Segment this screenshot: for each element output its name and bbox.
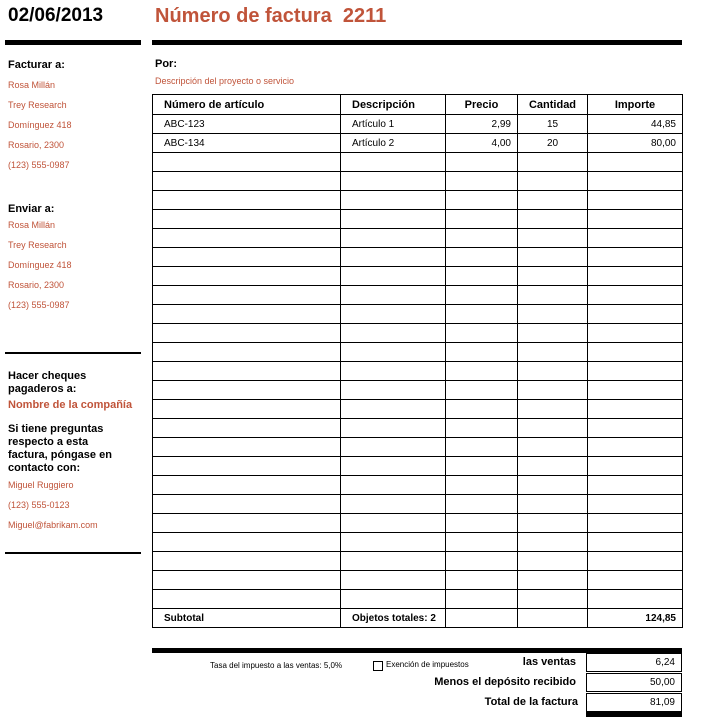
empty-cell[interactable] (588, 476, 683, 495)
col-description: Descripción (341, 95, 446, 115)
empty-cell[interactable] (446, 210, 518, 229)
empty-cell[interactable] (153, 533, 341, 552)
contact-phone: (123) 555-0123 (8, 500, 70, 510)
empty-cell[interactable] (446, 552, 518, 571)
empty-cell[interactable] (341, 229, 446, 248)
contact-heading: Si tiene preguntas respecto a esta factura, póngase en contacto con: (8, 423, 112, 474)
por-label: Por: (155, 58, 177, 70)
empty-cell[interactable] (588, 153, 683, 172)
empty-cell[interactable] (153, 305, 341, 324)
item-amount-cell[interactable]: 44,85 (588, 115, 683, 134)
empty-cell[interactable] (446, 362, 518, 381)
empty-cell[interactable] (153, 248, 341, 267)
empty-cell[interactable] (588, 229, 683, 248)
empty-cell[interactable] (518, 343, 588, 362)
table-row[interactable] (153, 362, 683, 381)
subtotal-row (153, 609, 683, 628)
table-row[interactable] (153, 115, 683, 134)
empty-cell[interactable] (518, 210, 588, 229)
table-row[interactable] (153, 305, 683, 324)
sidebar-divider-2 (5, 552, 141, 554)
empty-cell[interactable] (588, 533, 683, 552)
table-row[interactable] (153, 229, 683, 248)
empty-cell[interactable] (446, 229, 518, 248)
table-row[interactable] (153, 552, 683, 571)
empty-cell[interactable] (341, 381, 446, 400)
empty-cell[interactable] (153, 172, 341, 191)
invoice-date: 02/06/2013 (8, 5, 104, 26)
empty-cell[interactable] (446, 381, 518, 400)
empty-cell[interactable] (446, 191, 518, 210)
empty-cell[interactable] (588, 267, 683, 286)
deposit-label: Menos el depósito recibido (434, 676, 576, 688)
table-row[interactable] (153, 343, 683, 362)
empty-cell[interactable] (588, 305, 683, 324)
empty-cell[interactable] (588, 381, 683, 400)
empty-cell[interactable] (518, 400, 588, 419)
empty-cell[interactable] (446, 571, 518, 590)
empty-cell[interactable] (153, 476, 341, 495)
tax-exempt-checkbox[interactable] (373, 661, 383, 671)
empty-cell[interactable] (518, 571, 588, 590)
table-row[interactable] (153, 248, 683, 267)
empty-cell[interactable] (518, 153, 588, 172)
empty-cell[interactable] (446, 286, 518, 305)
col-quantity: Cantidad (518, 95, 588, 115)
bill-to-city: Rosario, 2300 (8, 140, 65, 150)
empty-cell[interactable] (446, 267, 518, 286)
empty-cell[interactable] (446, 172, 518, 191)
empty-cell[interactable] (446, 324, 518, 343)
ship-to-city: Rosario, 2300 (8, 280, 65, 290)
empty-cell[interactable] (341, 153, 446, 172)
item-quantity-cell[interactable]: 15 (518, 115, 588, 134)
tax-exempt-label: Exención de impuestos (386, 660, 469, 669)
table-row[interactable] (153, 381, 683, 400)
invoice-total-value: 81,09 (586, 693, 682, 712)
item-price-cell[interactable]: 4,00 (446, 134, 518, 153)
item-price-cell[interactable]: 2,99 (446, 115, 518, 134)
empty-cell[interactable] (518, 362, 588, 381)
empty-cell[interactable] (518, 267, 588, 286)
empty-cell[interactable] (341, 457, 446, 476)
empty-cell[interactable] (518, 514, 588, 533)
empty-cell[interactable] (341, 248, 446, 267)
empty-cell[interactable] (588, 362, 683, 381)
empty-cell[interactable] (518, 172, 588, 191)
empty-cell[interactable] (341, 172, 446, 191)
empty-cell[interactable] (588, 248, 683, 267)
ship-to-street: Domínguez 418 (8, 260, 72, 270)
empty-cell[interactable] (153, 267, 341, 286)
empty-cell[interactable] (341, 324, 446, 343)
bill-to-street: Domínguez 418 (8, 120, 72, 130)
empty-cell[interactable] (153, 495, 341, 514)
col-item-number: Número de artículo (153, 95, 341, 115)
empty-cell[interactable] (518, 476, 588, 495)
empty-cell[interactable] (153, 457, 341, 476)
empty-cell[interactable] (153, 153, 341, 172)
table-row[interactable] (153, 476, 683, 495)
empty-cell[interactable] (588, 286, 683, 305)
item-description-cell[interactable]: Artículo 2 (341, 134, 446, 153)
empty-cell[interactable] (588, 172, 683, 191)
invoice-number-title: Número de factura 2211 (155, 5, 387, 27)
checks-payable-heading: Hacer cheques pagaderos a: (8, 370, 87, 395)
empty-cell[interactable] (341, 419, 446, 438)
empty-cell[interactable] (446, 438, 518, 457)
empty-cell[interactable] (588, 571, 683, 590)
empty-cell[interactable] (341, 362, 446, 381)
tax-rate-line (210, 661, 342, 670)
empty-cell[interactable] (446, 457, 518, 476)
table-row[interactable] (153, 153, 683, 172)
empty-cell[interactable] (588, 590, 683, 609)
empty-cell[interactable] (341, 286, 446, 305)
table-row[interactable] (153, 533, 683, 552)
empty-cell[interactable] (341, 210, 446, 229)
empty-cell[interactable] (518, 533, 588, 552)
empty-cell[interactable] (588, 324, 683, 343)
item-quantity-cell[interactable]: 20 (518, 134, 588, 153)
empty-cell[interactable] (446, 533, 518, 552)
empty-cell[interactable] (341, 514, 446, 533)
tax-rate-value[interactable]: 5,0% (323, 661, 343, 670)
ship-to-name: Rosa Millán (8, 220, 56, 230)
empty-cell[interactable] (341, 267, 446, 286)
bill-to-company: Trey Research (8, 100, 67, 110)
table-row[interactable] (153, 324, 683, 343)
empty-cell[interactable] (153, 210, 341, 229)
table-row[interactable] (153, 495, 683, 514)
empty-cell[interactable] (446, 514, 518, 533)
empty-cell[interactable] (446, 419, 518, 438)
empty-cell[interactable] (341, 552, 446, 571)
table-row[interactable] (153, 400, 683, 419)
empty-cell[interactable] (153, 324, 341, 343)
empty-cell[interactable] (518, 305, 588, 324)
empty-cell[interactable] (588, 400, 683, 419)
ship-to-heading: Enviar a: (8, 203, 55, 215)
main-top-rule (152, 40, 682, 45)
empty-cell[interactable] (341, 305, 446, 324)
empty-cell[interactable] (588, 438, 683, 457)
empty-cell[interactable] (588, 552, 683, 571)
empty-cell[interactable] (341, 571, 446, 590)
table-row[interactable] (153, 210, 683, 229)
table-row[interactable] (153, 286, 683, 305)
empty-cell[interactable] (341, 438, 446, 457)
table-row[interactable] (153, 514, 683, 533)
empty-cell[interactable] (518, 286, 588, 305)
table-header-row (153, 95, 683, 115)
empty-cell[interactable] (446, 248, 518, 267)
contact-email: Miguel@fabrikam.com (8, 520, 98, 530)
empty-cell[interactable] (446, 400, 518, 419)
bill-to-name: Rosa Millán (8, 80, 56, 90)
item-number-cell[interactable]: ABC-134 (153, 134, 341, 153)
empty-cell[interactable] (153, 400, 341, 419)
deposit-value[interactable]: 50,00 (586, 673, 682, 692)
empty-cell[interactable] (341, 590, 446, 609)
total-bottom-rule (586, 712, 682, 717)
subtotal-label: Subtotal (153, 609, 341, 628)
empty-cell[interactable] (153, 571, 341, 590)
table-row[interactable] (153, 172, 683, 191)
empty-cell[interactable] (518, 457, 588, 476)
empty-cell[interactable] (446, 495, 518, 514)
empty-cell[interactable] (446, 343, 518, 362)
empty-cell[interactable] (153, 438, 341, 457)
subtotal-value: 124,85 (588, 609, 683, 628)
empty-cell[interactable] (518, 590, 588, 609)
empty-cell[interactable] (588, 457, 683, 476)
table-row[interactable] (153, 267, 683, 286)
company-name: Nombre de la compañía (8, 399, 133, 411)
empty-cell[interactable] (518, 381, 588, 400)
empty-cell[interactable] (518, 438, 588, 457)
col-price: Precio (446, 95, 518, 115)
item-amount-cell[interactable]: 80,00 (588, 134, 683, 153)
empty-cell[interactable] (518, 495, 588, 514)
table-row[interactable] (153, 419, 683, 438)
sales-tax-value: 6,24 (586, 653, 682, 672)
empty-cell[interactable] (153, 286, 341, 305)
project-description: Descripción del proyecto o servicio (155, 76, 295, 86)
subtotal-empty-cell (518, 609, 588, 628)
empty-cell[interactable] (518, 324, 588, 343)
empty-cell[interactable] (588, 210, 683, 229)
empty-cell[interactable] (518, 552, 588, 571)
ship-to-phone: (123) 555-0987 (8, 300, 70, 310)
empty-cell[interactable] (341, 343, 446, 362)
empty-cell[interactable] (588, 514, 683, 533)
sales-tax-label: las ventas (522, 656, 576, 668)
empty-cell[interactable] (446, 153, 518, 172)
ship-to-company: Trey Research (8, 240, 67, 250)
item-description-cell[interactable]: Artículo 1 (341, 115, 446, 134)
table-row[interactable] (153, 457, 683, 476)
table-row[interactable] (153, 590, 683, 609)
sidebar-divider-1 (5, 352, 141, 354)
total-items: Objetos totales: 2 (341, 609, 446, 628)
empty-cell[interactable] (518, 229, 588, 248)
empty-cell[interactable] (341, 400, 446, 419)
empty-cell[interactable] (446, 305, 518, 324)
contact-name: Miguel Ruggiero (8, 480, 74, 490)
empty-cell[interactable] (153, 590, 341, 609)
empty-cell[interactable] (153, 381, 341, 400)
table-row[interactable] (153, 191, 683, 210)
empty-cell[interactable] (518, 419, 588, 438)
subtotal-empty-cell (446, 609, 518, 628)
empty-cell[interactable] (341, 495, 446, 514)
table-row[interactable] (153, 438, 683, 457)
empty-cell[interactable] (341, 191, 446, 210)
empty-cell[interactable] (588, 495, 683, 514)
empty-cell[interactable] (341, 533, 446, 552)
empty-cell[interactable] (153, 362, 341, 381)
empty-cell[interactable] (153, 191, 341, 210)
empty-cell[interactable] (341, 476, 446, 495)
item-number-cell[interactable]: ABC-123 (153, 115, 341, 134)
empty-cell[interactable] (588, 419, 683, 438)
table-row[interactable] (153, 134, 683, 153)
empty-cell[interactable] (153, 343, 341, 362)
empty-cell[interactable] (518, 248, 588, 267)
empty-cell[interactable] (518, 191, 588, 210)
col-amount: Importe (588, 95, 683, 115)
bill-to-heading: Facturar a: (8, 59, 65, 71)
empty-cell[interactable] (153, 514, 341, 533)
empty-cell[interactable] (588, 343, 683, 362)
empty-cell[interactable] (446, 476, 518, 495)
empty-cell[interactable] (588, 191, 683, 210)
bill-to-phone: (123) 555-0987 (8, 160, 70, 170)
empty-cell[interactable] (153, 419, 341, 438)
invoice-total-label: Total de la factura (484, 696, 578, 708)
tax-rate-label: Tasa del impuesto a las ventas: (210, 661, 322, 670)
empty-cell[interactable] (153, 229, 341, 248)
empty-cell[interactable] (446, 590, 518, 609)
items-table (152, 94, 683, 628)
empty-cell[interactable] (153, 552, 341, 571)
table-row[interactable] (153, 571, 683, 590)
sidebar-top-rule (5, 40, 141, 45)
